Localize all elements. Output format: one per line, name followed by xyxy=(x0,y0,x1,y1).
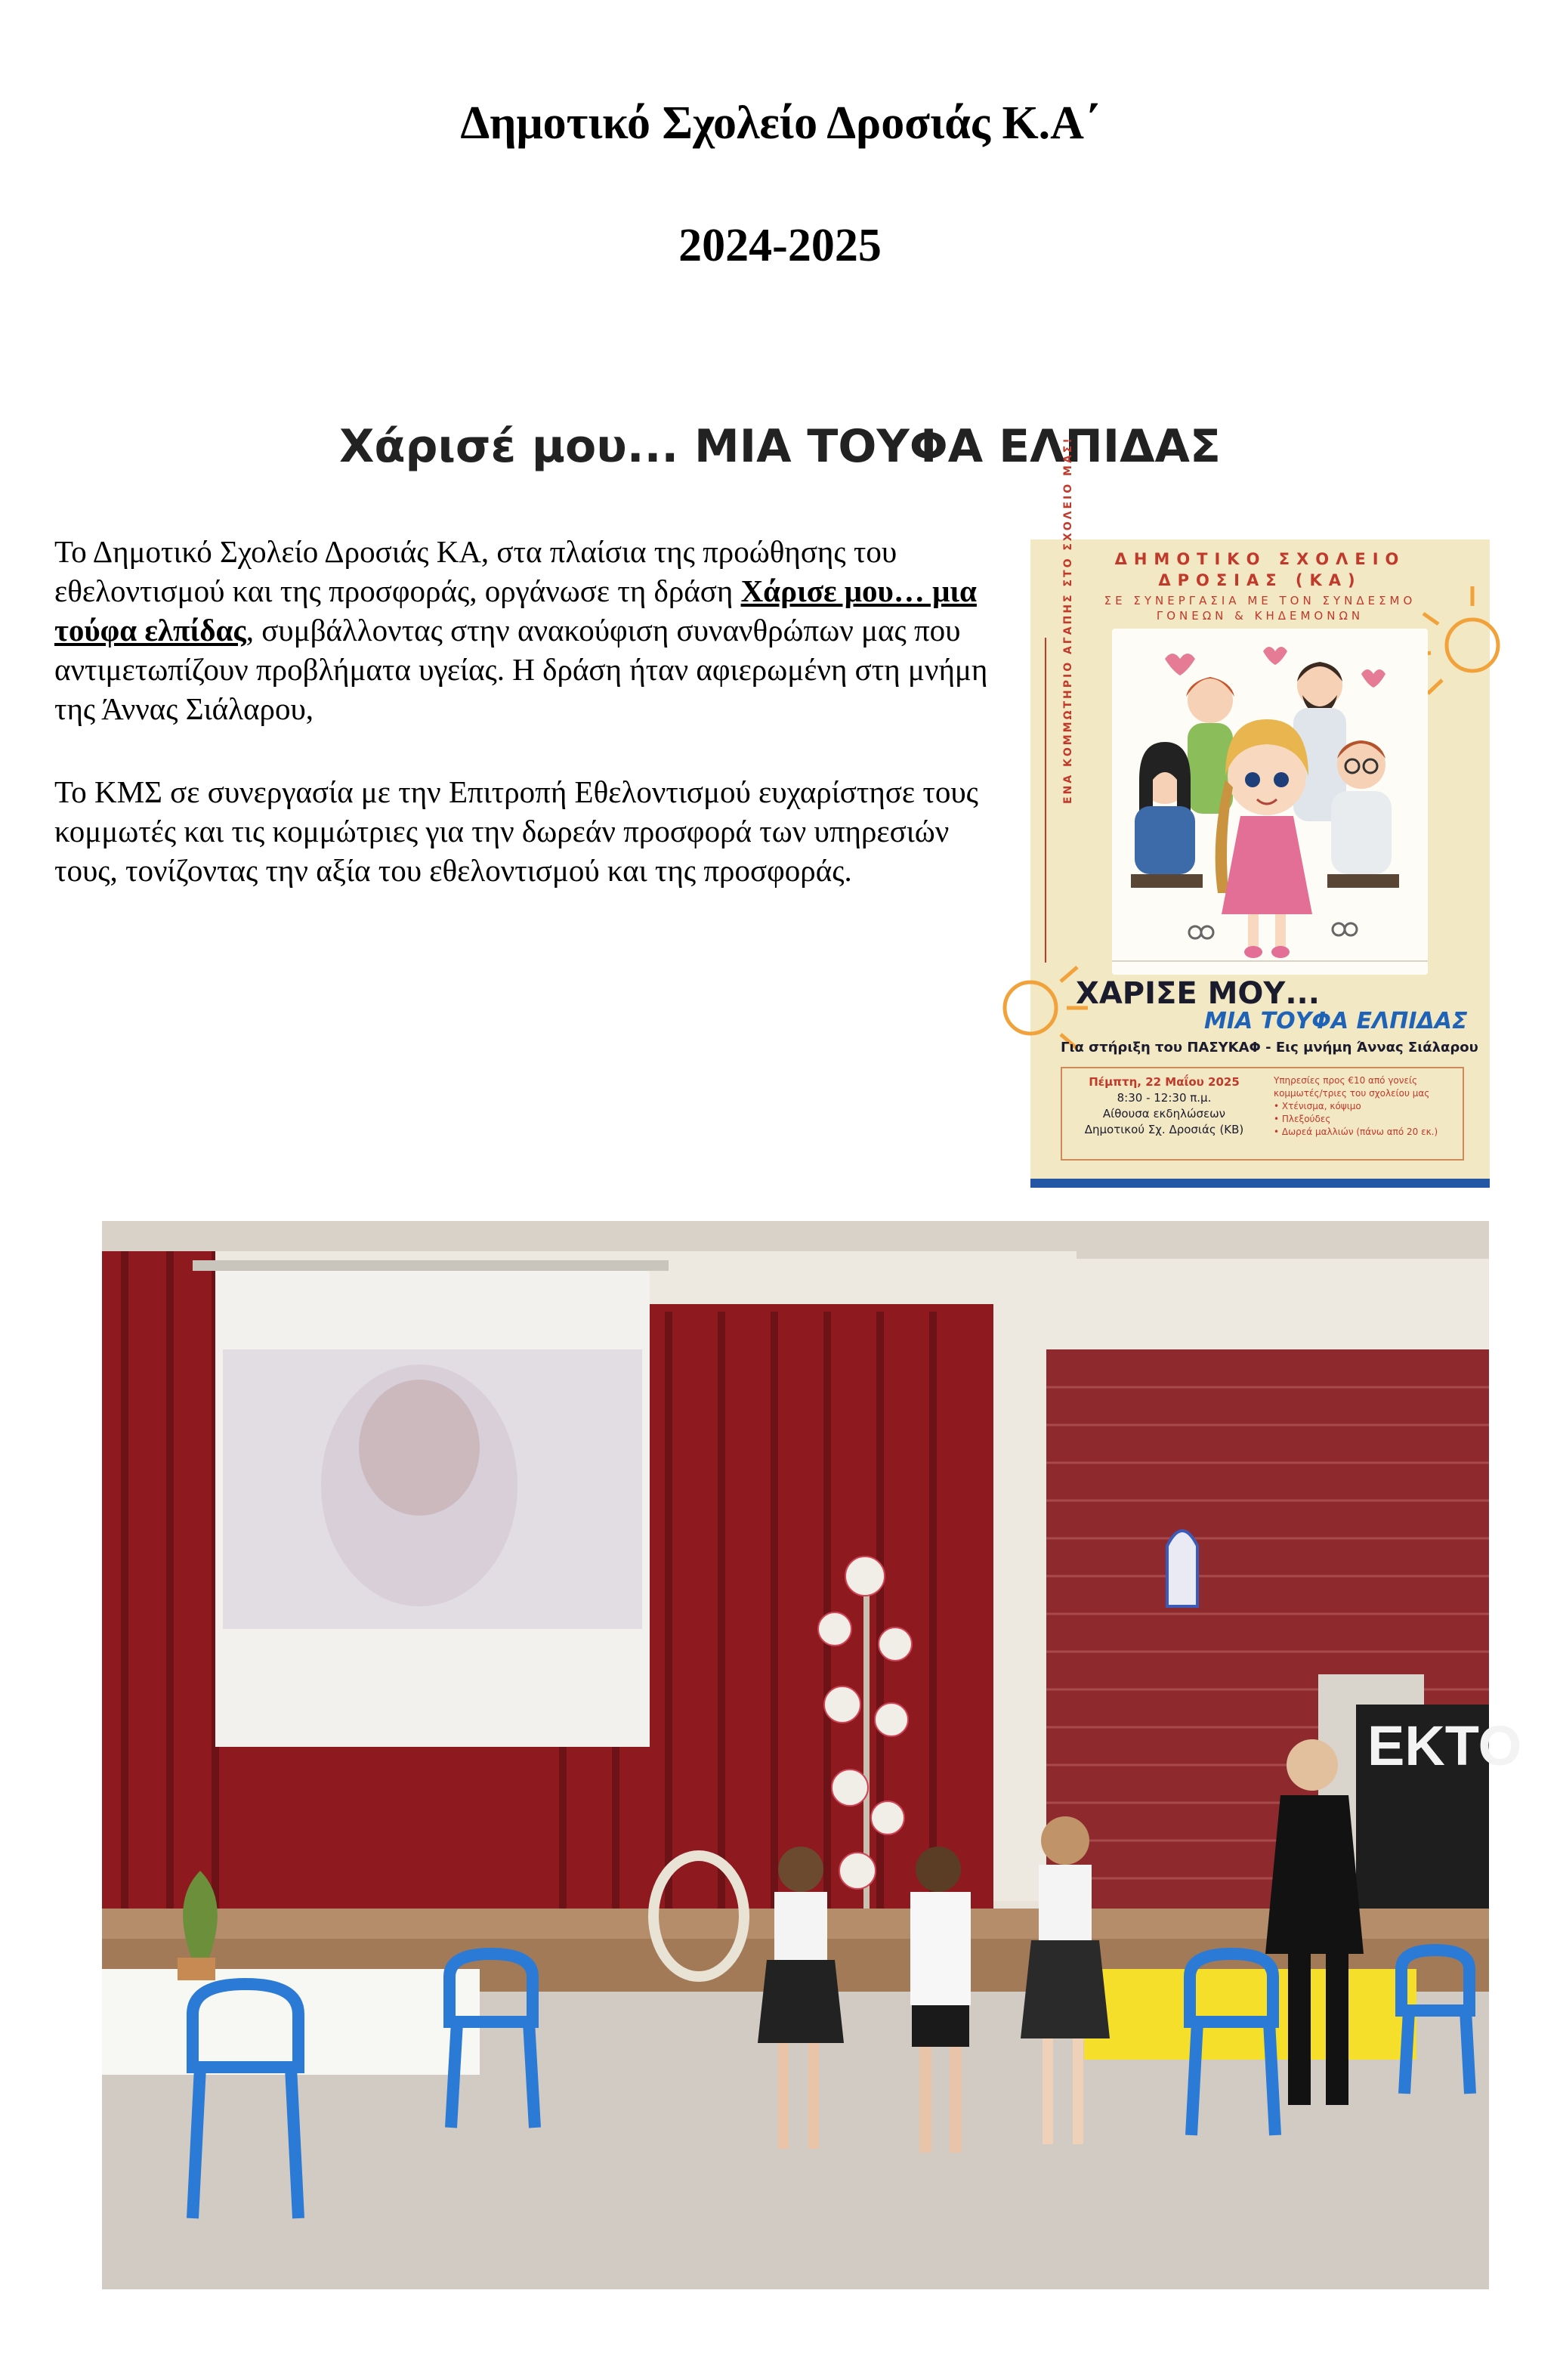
poster-services xyxy=(1274,1074,1459,1139)
poster-school-line1: ΔΗΜΟΤΙΚΟ ΣΧΟΛΕΙΟ xyxy=(1114,550,1406,568)
poster-info-box xyxy=(1061,1067,1464,1161)
poster-partner-line2: ΓΟΝΕΩΝ & ΚΗΔΕΜΟΝΩΝ xyxy=(1156,609,1364,623)
school-year: 2024-2025 xyxy=(678,220,882,271)
poster-illustration xyxy=(1112,629,1428,975)
salon-illustration xyxy=(1112,629,1428,975)
event-name-link: Χάρισε μου… μια τούφα ελπίδας xyxy=(54,573,977,648)
event-hall-scene xyxy=(102,1221,1522,2289)
poster-title-line1: ΧΑΡΙΣΕ ΜΟΥ... xyxy=(1076,976,1320,1011)
wall-sign-text: ΕΚΤΟ xyxy=(1367,1714,1522,1777)
poster-venue-line2: Δημοτικού Σχ. Δροσιάς (ΚΒ) xyxy=(1084,1123,1244,1136)
thanks-paragraph: Το ΚΜΣ σε συνεργασία με την Επιτροπή Εθελοντισμού ευχαρίστησε τους κομμωτές και τις κομμώτριες για την δωρεάν προσφορά των υπηρεσιών τους, τονίζοντας την αξία του εθελοντισμού και της προσφοράς. xyxy=(54,774,978,888)
poster-subtitle: Για στήριξη του ΠΑΣΥΚΑΦ - Εις μνήμη Άννας Σιάλαρου xyxy=(1061,1040,1478,1056)
poster-service-item: • Δωρεά μαλλιών (πάνω από 20 εκ.) xyxy=(1274,1127,1438,1137)
event-photo xyxy=(102,1221,1522,2289)
poster-time: 8:30 - 12:30 π.μ. xyxy=(1117,1091,1212,1105)
event-headline: Χάρισέ μου... ΜΙΑ ΤΟΥΦΑ ΕΛΠΙΔΑΣ xyxy=(339,420,1221,473)
poster-service-item: • Χτένισμα, κόψιμο xyxy=(1274,1101,1361,1111)
poster-service-item: • Πλεξούδες xyxy=(1274,1114,1331,1124)
poster-venue-line1: Αίθουσα εκδηλώσεων xyxy=(1102,1107,1226,1120)
event-poster xyxy=(1030,436,1490,1188)
poster-side-text: ΕΝΑ ΚΟΜΜΩΤΗΡΙΟ ΑΓΑΠΗΣ ΣΤΟ ΣΧΟΛΕΙΟ ΜΑΣ! xyxy=(1062,436,1074,804)
school-title: Δημοτικό Σχολείο Δροσιάς Κ.Α΄ xyxy=(460,97,1100,149)
poster-school-line2: ΔΡΟΣΙΑΣ (ΚΑ) xyxy=(1158,571,1362,589)
poster-title-line2: ΜΙΑ ΤΟΥΦΑ ΕΛΠΙΔΑΣ xyxy=(1204,1008,1468,1034)
intro-text-start: Το Δημοτικό Σχολείο Δροσιάς ΚΑ, στα πλαίσια της προώθησης του εθελοντισμού και της προσφοράς, οργάνωσε τη δράση xyxy=(54,534,897,608)
poster-date: Πέμπτη, 22 Μαΐου 2025 xyxy=(1089,1075,1240,1089)
poster-bottom-bar xyxy=(1030,1179,1490,1188)
poster-partner-line1: ΣΕ ΣΥΝΕΡΓΑΣΙΑ ΜΕ ΤΟΝ ΣΥΝΔΕΣΜΟ xyxy=(1104,594,1416,607)
intro-paragraph xyxy=(54,532,999,728)
poster-services-intro: Υπηρεσίες προς €10 από γονείς κομμωτές/τριες του σχολείου μας xyxy=(1274,1075,1430,1099)
intro-text-end: , συμβάλλοντας στην ανακούφιση συνανθρώπων μας που αντιμετωπίζουν προβλήματα υγείας. Η δράση ήταν αφιερωμένη στη μνήμη της Άννας Σιάλαρου, xyxy=(54,613,988,726)
poster-event-details xyxy=(1070,1074,1259,1138)
